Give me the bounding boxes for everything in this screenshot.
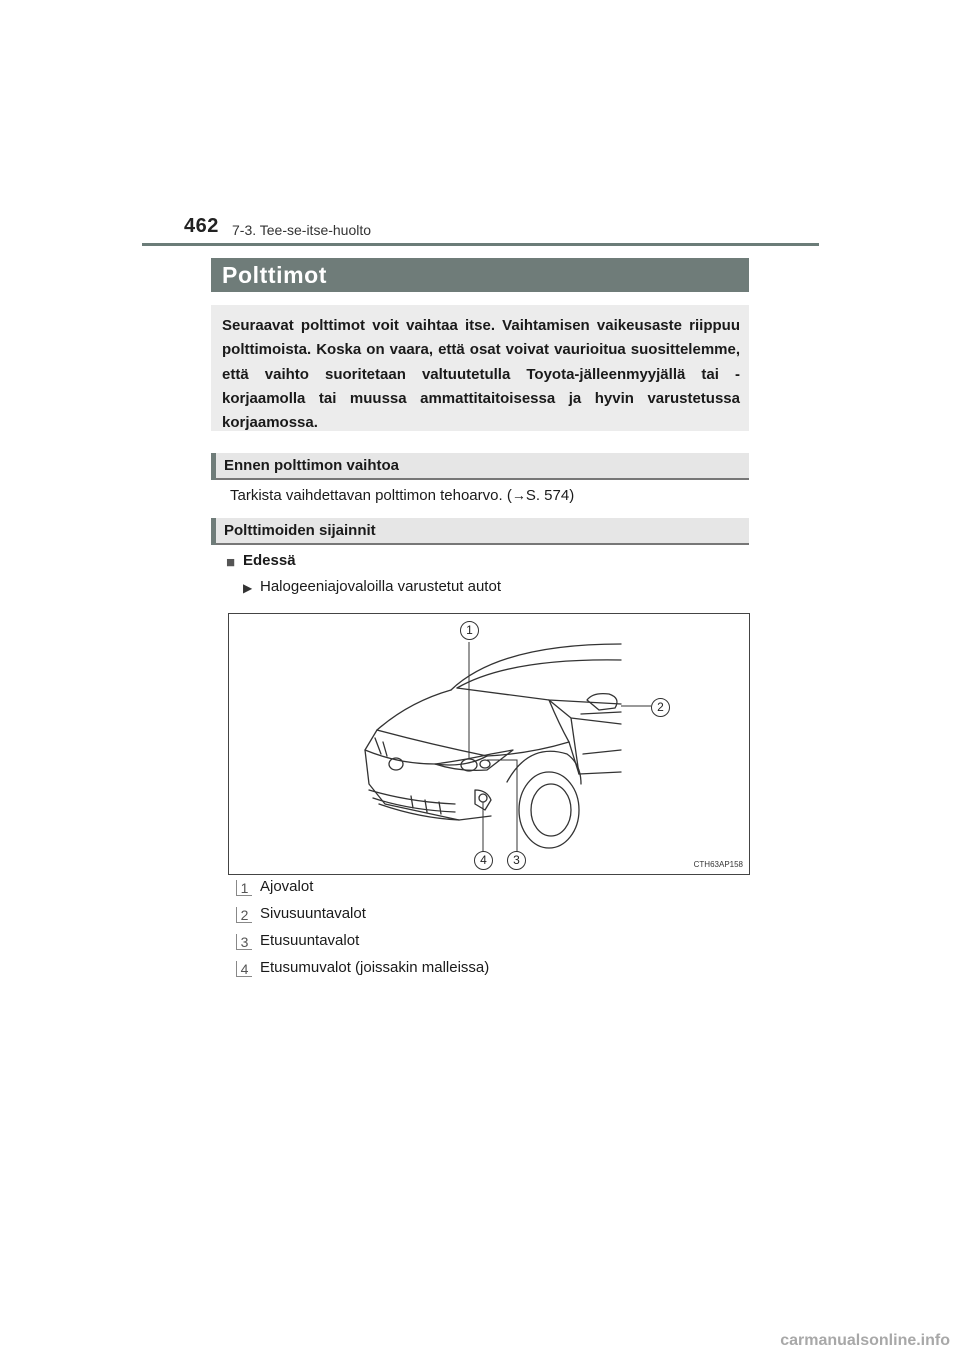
section-heading-locations: Polttimoiden sijainnit (224, 522, 376, 539)
legend-number-1: 1 (236, 880, 252, 896)
legend-number-3: 3 (236, 934, 252, 950)
page-title: Polttimot (222, 262, 328, 288)
subheading-front: Edessä (243, 552, 296, 569)
header-divider (142, 243, 819, 246)
page-number: 462 (184, 215, 219, 237)
arrow-ref-icon: → (511, 487, 526, 503)
bulb-rating-instruction (230, 487, 574, 504)
instruction-text-end: ) (569, 487, 575, 504)
watermark: carmanualsonline.info (780, 1332, 950, 1349)
section-accent (211, 518, 216, 545)
callout-1: 1 (460, 621, 479, 640)
legend-number-4: 4 (236, 961, 252, 977)
legend-number-2: 2 (236, 907, 252, 923)
figure-code: CTH63AP158 (693, 860, 743, 869)
legend-label-3: Etusuuntavalot (260, 932, 360, 949)
car-drawing (229, 614, 749, 874)
intro-text: Seuraavat polttimot voit vaihtaa itse. Vaihtamisen vaikeusaste riippuu polttimoista. Koska on vaara, että osat voivat vaurioitua suosittelemme, että vaihto suoritetaan valtuutetulla Toyota-jälleenmyyjällä tai -korjaamolla tai muussa ammattitaitoisessa ja hyvin varustetussa korjaamossa. (222, 317, 740, 432)
instruction-text: Tarkista vaihdettavan polttimon tehoarvo. ( (230, 487, 512, 504)
section-heading-before-replace: Ennen polttimon vaihtoa (224, 457, 399, 474)
legend-label-1: Ajovalot (260, 878, 314, 895)
callout-2: 2 (651, 698, 670, 717)
callout-3: 3 (507, 851, 526, 870)
section-accent (211, 453, 216, 480)
breadcrumb: 7-3. Tee-se-itse-huolto (232, 222, 372, 238)
bullet-halogen-cars: Halogeeniajovaloilla varustetut autot (260, 578, 501, 595)
car-front-illustration (228, 613, 750, 875)
legend-label-4: Etusumuvalot (joissakin malleissa) (260, 959, 490, 976)
callout-4: 4 (474, 851, 493, 870)
triangle-bullet-icon: ▶ (243, 581, 253, 595)
legend-label-2: Sivusuuntavalot (260, 905, 366, 922)
page-reference-link[interactable]: S. 574 (525, 487, 570, 504)
square-bullet-icon: ■ (226, 554, 236, 571)
